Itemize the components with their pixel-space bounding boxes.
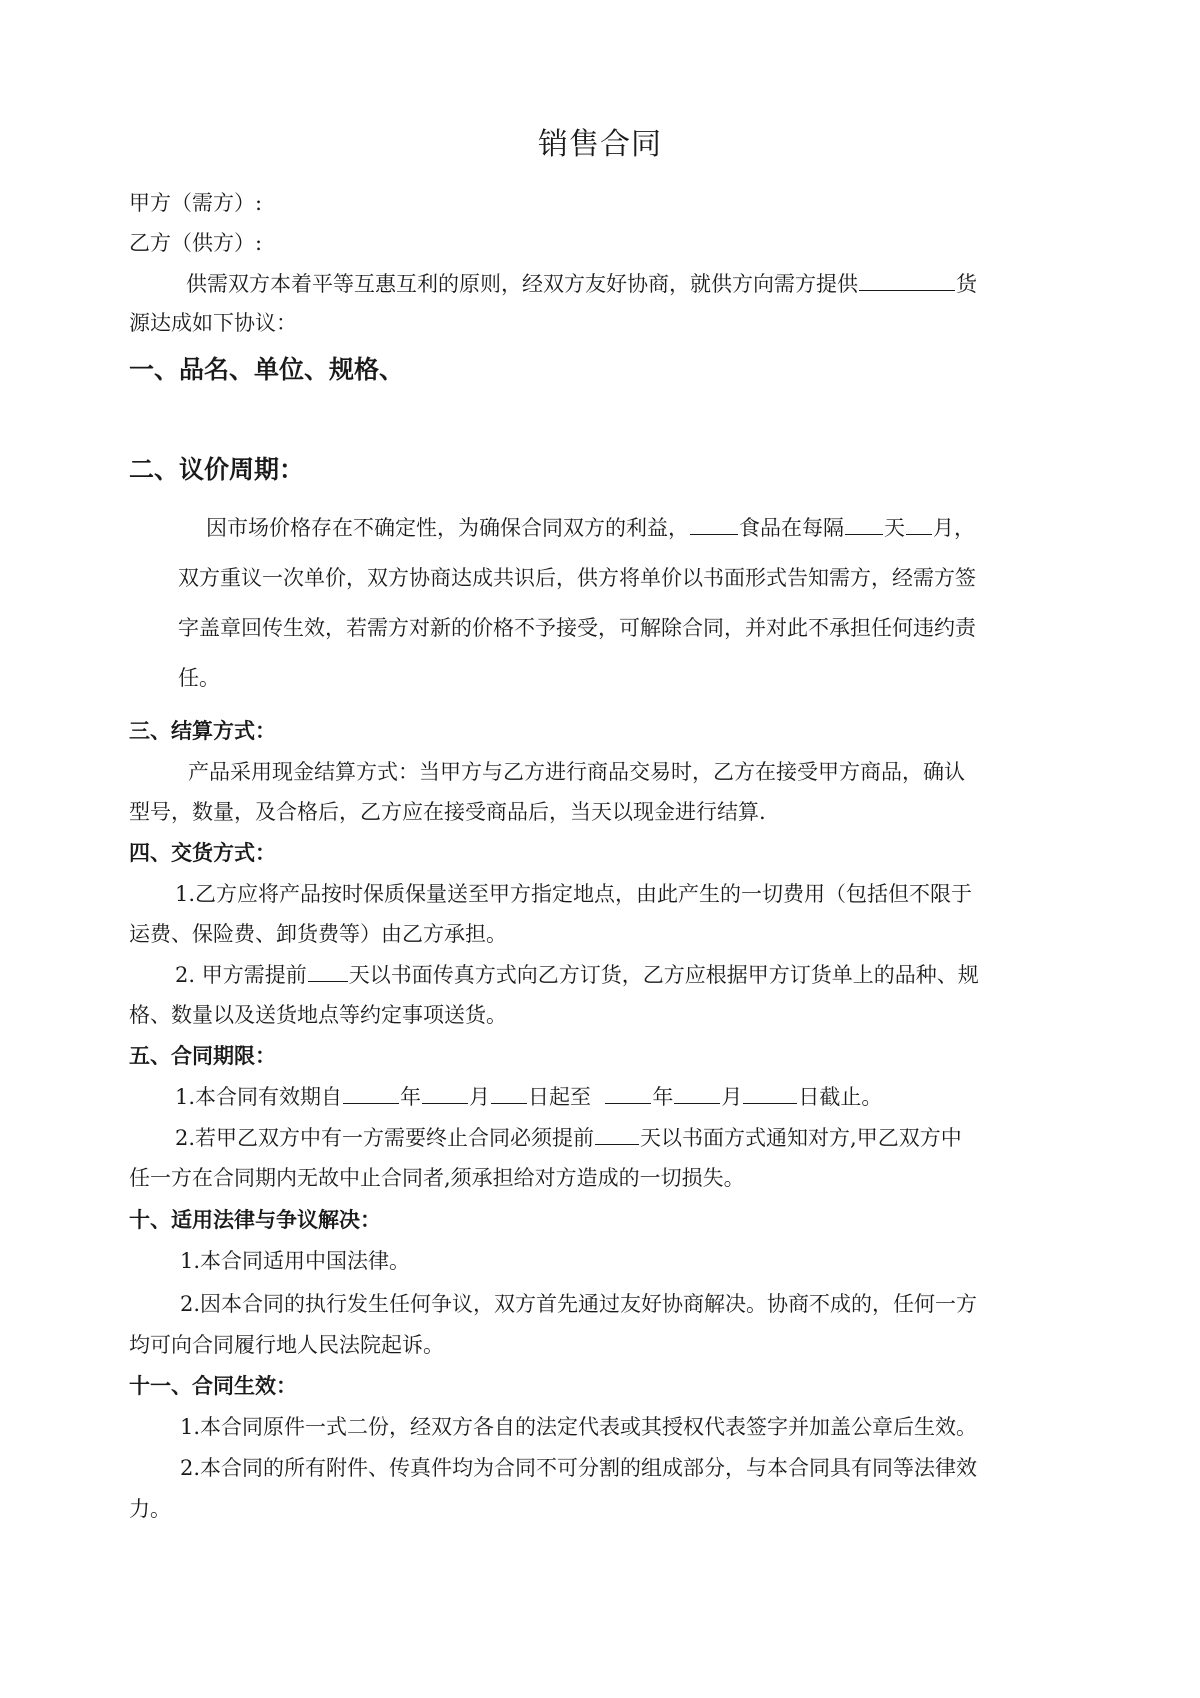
term-end-month-label: 月: [721, 1085, 743, 1109]
section-10-item-2-line-2: 均可向合同履行地人民法院起诉。: [129, 1333, 444, 1357]
section-1-heading: 一、品名、单位、规格、: [129, 355, 405, 384]
party-b-label: 乙方（供方）:: [129, 231, 263, 255]
section-2-line-1: [206, 513, 1166, 543]
days-blank: [845, 514, 883, 535]
term-month-label: 月: [469, 1085, 491, 1109]
advance-days-blank: [308, 961, 348, 982]
term-year-label: 年: [400, 1085, 422, 1109]
section-2-text-c: 天: [884, 516, 905, 540]
section-4-item-1-line-1: 1.乙方应将产品按时保质保量送至甲方指定地点，由此产生的一切费用（包括但不限于: [175, 882, 973, 906]
section-2-heading: 二、议价周期：: [129, 455, 305, 484]
section-4-heading: 四、交货方式：: [129, 841, 276, 865]
preamble-text: 供需双方本着平等互惠互利的原则，经双方友好协商，就供方向需方提供: [186, 272, 858, 296]
section-4-item-2-line-2: 格、数量以及送货地点等约定事项送货。: [129, 1003, 507, 1027]
termination-text-a: 2.若甲乙双方中有一方需要终止合同必须提前: [175, 1126, 595, 1150]
section-5-item-2-line-1: [175, 1123, 1135, 1153]
goods-blank: [859, 270, 955, 291]
section-2-text-d: 月，: [933, 516, 975, 540]
section-11-heading: 十一、合同生效：: [129, 1374, 297, 1398]
document-title: 销售合同: [538, 127, 662, 162]
food-blank: [690, 514, 738, 535]
term-to-label: 日起至: [528, 1085, 592, 1109]
section-4-item-2-text-b: 天以书面传真方式向乙方订货，乙方应根据甲方订货单上的品种、规: [348, 963, 979, 987]
section-5-heading: 五、合同期限：: [129, 1044, 276, 1068]
section-10-item-1: 1.本合同适用中国法律。: [180, 1249, 411, 1273]
section-10-heading: 十、适用法律与争议解决：: [129, 1208, 381, 1232]
end-day-blank: [743, 1083, 797, 1104]
term-end-text: 日截止。: [798, 1085, 883, 1109]
end-year-blank: [605, 1083, 651, 1104]
notice-days-blank: [595, 1124, 639, 1145]
start-year-blank: [343, 1083, 399, 1104]
preamble-text-end: 货: [956, 272, 977, 296]
start-day-blank: [491, 1083, 527, 1104]
preamble-line-2: 源达成如下协议：: [129, 311, 297, 335]
preamble-line-1: [186, 269, 1006, 299]
section-5-item-1: [175, 1082, 1135, 1112]
section-2-line-3: 字盖章回传生效，若需方对新的价格不予接受，可解除合同，并对此不承担任何违约责: [178, 616, 976, 640]
term-end-year-label: 年: [652, 1085, 674, 1109]
section-2-line-4: 任。: [178, 666, 220, 690]
section-5-item-2-line-2: 任一方在合同期内无故中止合同者,须承担给对方造成的一切损失。: [129, 1166, 745, 1190]
termination-text-b: 天以书面方式通知对方,甲乙双方中: [640, 1126, 962, 1150]
section-2-line-2: 双方重议一次单价，双方协商达成共识后，供方将单价以书面形式告知需方，经需方签: [178, 566, 976, 590]
section-11-item-2-line-2: 力。: [129, 1497, 171, 1521]
section-4-item-2-text-a: 2. 甲方需提前: [175, 963, 307, 987]
section-3-line-2: 型号，数量，及合格后，乙方应在接受商品后，当天以现金进行结算.: [129, 800, 766, 824]
section-3-heading: 三、结算方式：: [129, 719, 276, 743]
end-month-blank: [674, 1083, 720, 1104]
section-11-item-2-line-1: 2.本合同的所有附件、传真件均为合同不可分割的组成部分，与本合同具有同等法律效: [180, 1456, 978, 1480]
section-3-line-1: 产品采用现金结算方式：当甲方与乙方进行商品交易时，乙方在接受甲方商品，确认: [188, 760, 965, 784]
section-4-item-1-line-2: 运费、保险费、卸货费等）由乙方承担。: [129, 922, 507, 946]
section-2-text-b: 食品在每隔: [739, 516, 844, 540]
term-text-from: 1.本合同有效期自: [175, 1085, 343, 1109]
section-11-item-1: 1.本合同原件一式二份，经双方各自的法定代表或其授权代表签字并加盖公章后生效。: [180, 1415, 978, 1439]
section-2-text-a: 因市场价格存在不确定性，为确保合同双方的利益，: [206, 516, 689, 540]
party-a-label: 甲方（需方）:: [129, 191, 263, 215]
section-4-item-2-line-1: [175, 960, 1135, 990]
start-month-blank: [422, 1083, 468, 1104]
section-10-item-2-line-1: 2.因本合同的执行发生任何争议，双方首先通过友好协商解决。协商不成的，任何一方: [180, 1292, 978, 1316]
months-blank: [906, 514, 932, 535]
